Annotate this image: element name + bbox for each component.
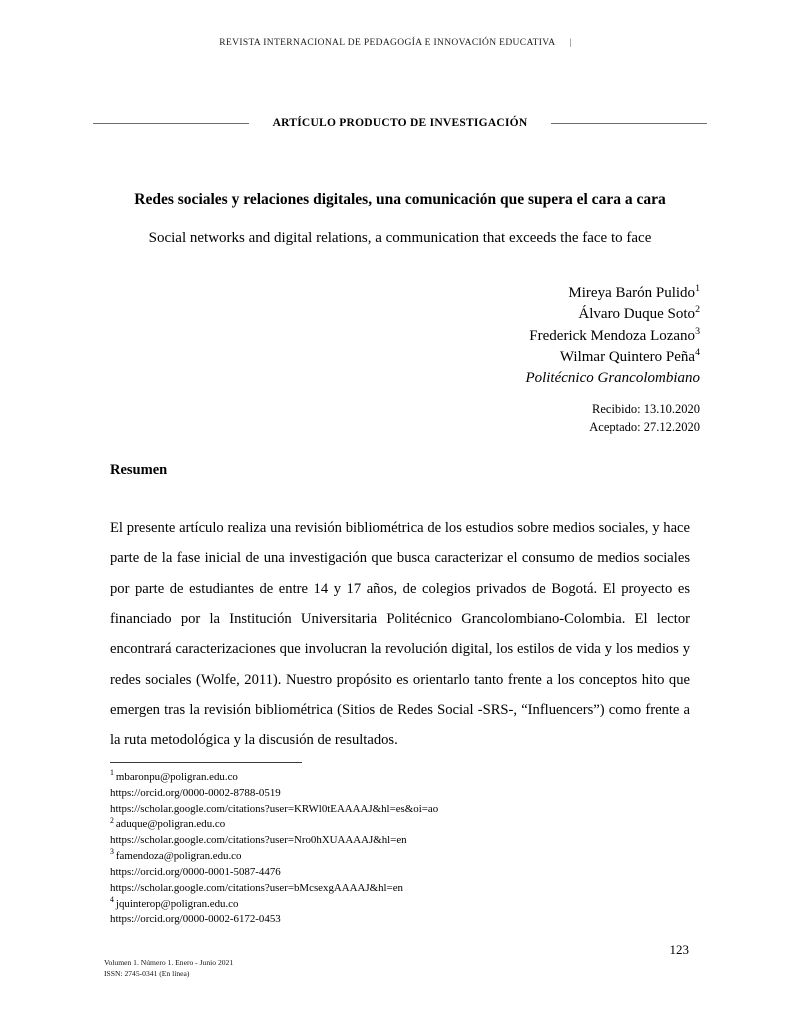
footnote-marker: 2: [110, 815, 114, 825]
footnote-item: [110, 849, 690, 865]
article-type-band: [110, 117, 690, 129]
footnote-item: [110, 894, 690, 913]
page-subtitle: Social networks and digital relations, a communication that exceeds the face to face: [148, 230, 652, 247]
volume-info: Volumen 1. Número 1. Enero - Junio 2021: [104, 958, 234, 967]
author-name: Frederick Mendoza Lozano: [529, 327, 696, 344]
author-footnote-marker: 1: [695, 283, 700, 294]
issn-info: ISSN: 2745-0341 (En línea): [104, 969, 190, 979]
author-footnote-marker: 4: [695, 346, 700, 358]
footnote-scholar-link[interactable]: https://scholar.google.com/citations?user=KRWl0tEAAAAJ&hl=es&oi=ao: [110, 802, 439, 815]
abstract-heading: Resumen: [110, 462, 168, 478]
author-name: Wilmar Quintero Peña: [559, 348, 696, 365]
footnote-marker: 3: [110, 847, 114, 857]
footnote-list: [110, 770, 690, 928]
footnote-scholar-link[interactable]: https://scholar.google.com/citations?user=bMcsexgAAAAJ&hl=en: [110, 881, 403, 894]
author-entry: [100, 304, 700, 325]
footnote-marker: 1: [110, 768, 114, 778]
author-footnote-marker: 3: [695, 325, 700, 337]
date-accepted: Aceptado: 27.12.2020: [589, 420, 700, 435]
band-rule-right: [551, 123, 707, 124]
footnote-orcid-link[interactable]: https://orcid.org/0000-0001-5087-4476: [110, 865, 281, 878]
date-received: Recibido: 13.10.2020: [592, 402, 700, 416]
running-head: [0, 38, 791, 48]
footnote-item: [110, 817, 690, 833]
author-entry: [100, 347, 700, 368]
footnote-email: famendoza@poligran.edu.co: [115, 850, 242, 863]
author-affiliation: Politécnico Grancolombiano: [525, 370, 700, 387]
author-entry: [100, 283, 700, 304]
footnote-orcid-link[interactable]: https://orcid.org/0000-0002-6172-0453: [110, 913, 281, 926]
page-number: 123: [669, 942, 689, 957]
abstract-text: El presente artículo realiza una revisión bibliométrica de los estudios sobre medios sociales, y hace parte de la fase inicial de una investigación que busca caracterizar el consumo de medios sociales por parte de estudiantes de entre 14 y 17 años, de colegios privados de Bogotá. El proyecto es financiado por la Institución Universitaria Politécnico Grancolombiano-Colombia. El lector encontrará caracterizaciones que involucran la revolución digital, los estilos de vida y los medios y redes sociales (Wolfe, 2011). Nuestro propósito es orientarlo tanto frente a los conceptos hito que emergen tras la revisión bibliométrica (Sitios de Redes Social -SRS-, “Influencers”) como frente a la ruta metodológica y la discusión de resultados.: [110, 520, 690, 749]
submission-dates: [100, 400, 700, 436]
footnote-email: mbaronpu@poligran.edu.co: [115, 771, 238, 783]
footnote-separator-rule: [110, 762, 302, 763]
footnote-item: [110, 770, 690, 786]
author-footnote-marker: 2: [695, 304, 700, 316]
author-name: Mireya Barón Pulido: [568, 285, 696, 301]
band-rule-left: [93, 123, 249, 124]
footnote-email: jquinterop@poligran.edu.co: [115, 897, 239, 910]
journal-colophon: [104, 957, 233, 980]
footnote-email: aduque@poligran.edu.co: [115, 818, 226, 831]
page-title: Redes sociales y relaciones digitales, una comunicación que supera el cara a cara: [134, 191, 666, 208]
running-head-title: REVISTA INTERNACIONAL DE PEDAGOGÍA E INNOVACIÓN EDUCATIVA: [219, 38, 556, 48]
footnote-marker: 4: [110, 894, 114, 904]
title-block: [100, 188, 700, 250]
author-list: [100, 283, 700, 389]
running-head-separator: |: [569, 38, 572, 48]
article-type-label: ARTÍCULO PRODUCTO DE INVESTIGACIÓN: [272, 117, 528, 129]
footnote-orcid-link[interactable]: https://orcid.org/0000-0002-8788-0519: [110, 786, 281, 799]
footnote-scholar-link[interactable]: https://scholar.google.com/citations?user=Nro0hXUAAAAJ&hl=en: [110, 834, 407, 847]
author-name: Álvaro Duque Soto: [578, 306, 696, 323]
author-entry: [100, 326, 700, 347]
